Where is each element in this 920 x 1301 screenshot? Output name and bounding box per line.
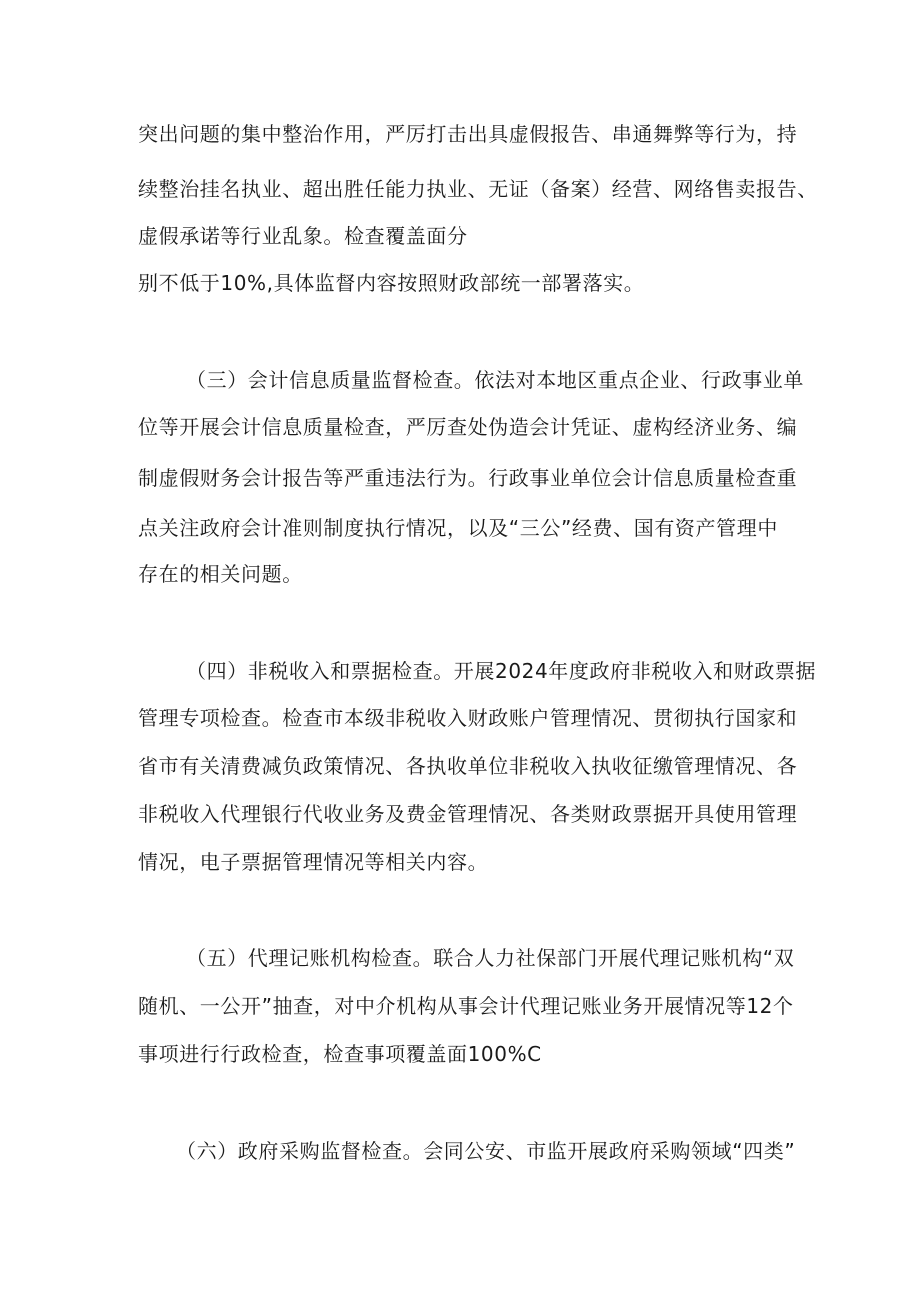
section-5-heading-line: （五）代理记账机构检查。联合人力社保部门开展代理记账机构“双 xyxy=(186,946,795,970)
text-line: 随机、一公开”抽查，对中介机构从事会计代理记账业务开展情况等12个 xyxy=(138,994,794,1018)
text-line: 事项进行行政检查，检查事项覆盖面100%C xyxy=(138,1042,542,1066)
text-line: 虚假承诺等行业乱象。检查覆盖面分 xyxy=(138,224,468,248)
text-line: 别不低于10%,具体监督内容按照财政部统一部署落实。 xyxy=(138,271,645,295)
section-4-heading-line: （四）非税收入和票据检查。开展2024年度政府非税收入和财政票据 xyxy=(186,659,817,683)
text-line: 续整治挂名执业、超出胜任能力执业、无证（备案）经营、网络售卖报告、 xyxy=(138,177,818,201)
section-3-heading-line: （三）会计信息质量监督检查。依法对本地区重点企业、行政事业单 xyxy=(186,368,804,392)
section-6-heading-line: （六）政府采购监督检查。会同公安、市监开展政府采购领域“四类” xyxy=(176,1139,796,1163)
text-line: 制虚假财务会计报告等严重违法行为。行政事业单位会计信息质量检查重 xyxy=(138,466,798,490)
text-line: 存在的相关问题。 xyxy=(138,562,303,586)
text-line: 情况，电子票据管理情况等相关内容。 xyxy=(138,850,489,874)
text-line: 管理专项检查。检查市本级非税收入财政账户管理情况、贯彻执行国家和 xyxy=(138,706,798,730)
text-line: 突出问题的集中整治作用，严厉打击出具虚假报告、串通舞弊等行为，持 xyxy=(138,122,798,146)
text-line: 点关注政府会计准则制度执行情况，以及“三公”经费、国有资产管理中 xyxy=(138,516,778,540)
text-line: 位等开展会计信息质量检查，严厉查处伪造会计凭证、虚构经济业务、编 xyxy=(138,415,798,439)
text-line: 非税收入代理银行代收业务及费金管理情况、各类财政票据开具使用管理 xyxy=(138,802,798,826)
text-line: 省市有关清费减负政策情况、各执收单位非税收入执收征缴管理情况、各 xyxy=(138,754,798,778)
